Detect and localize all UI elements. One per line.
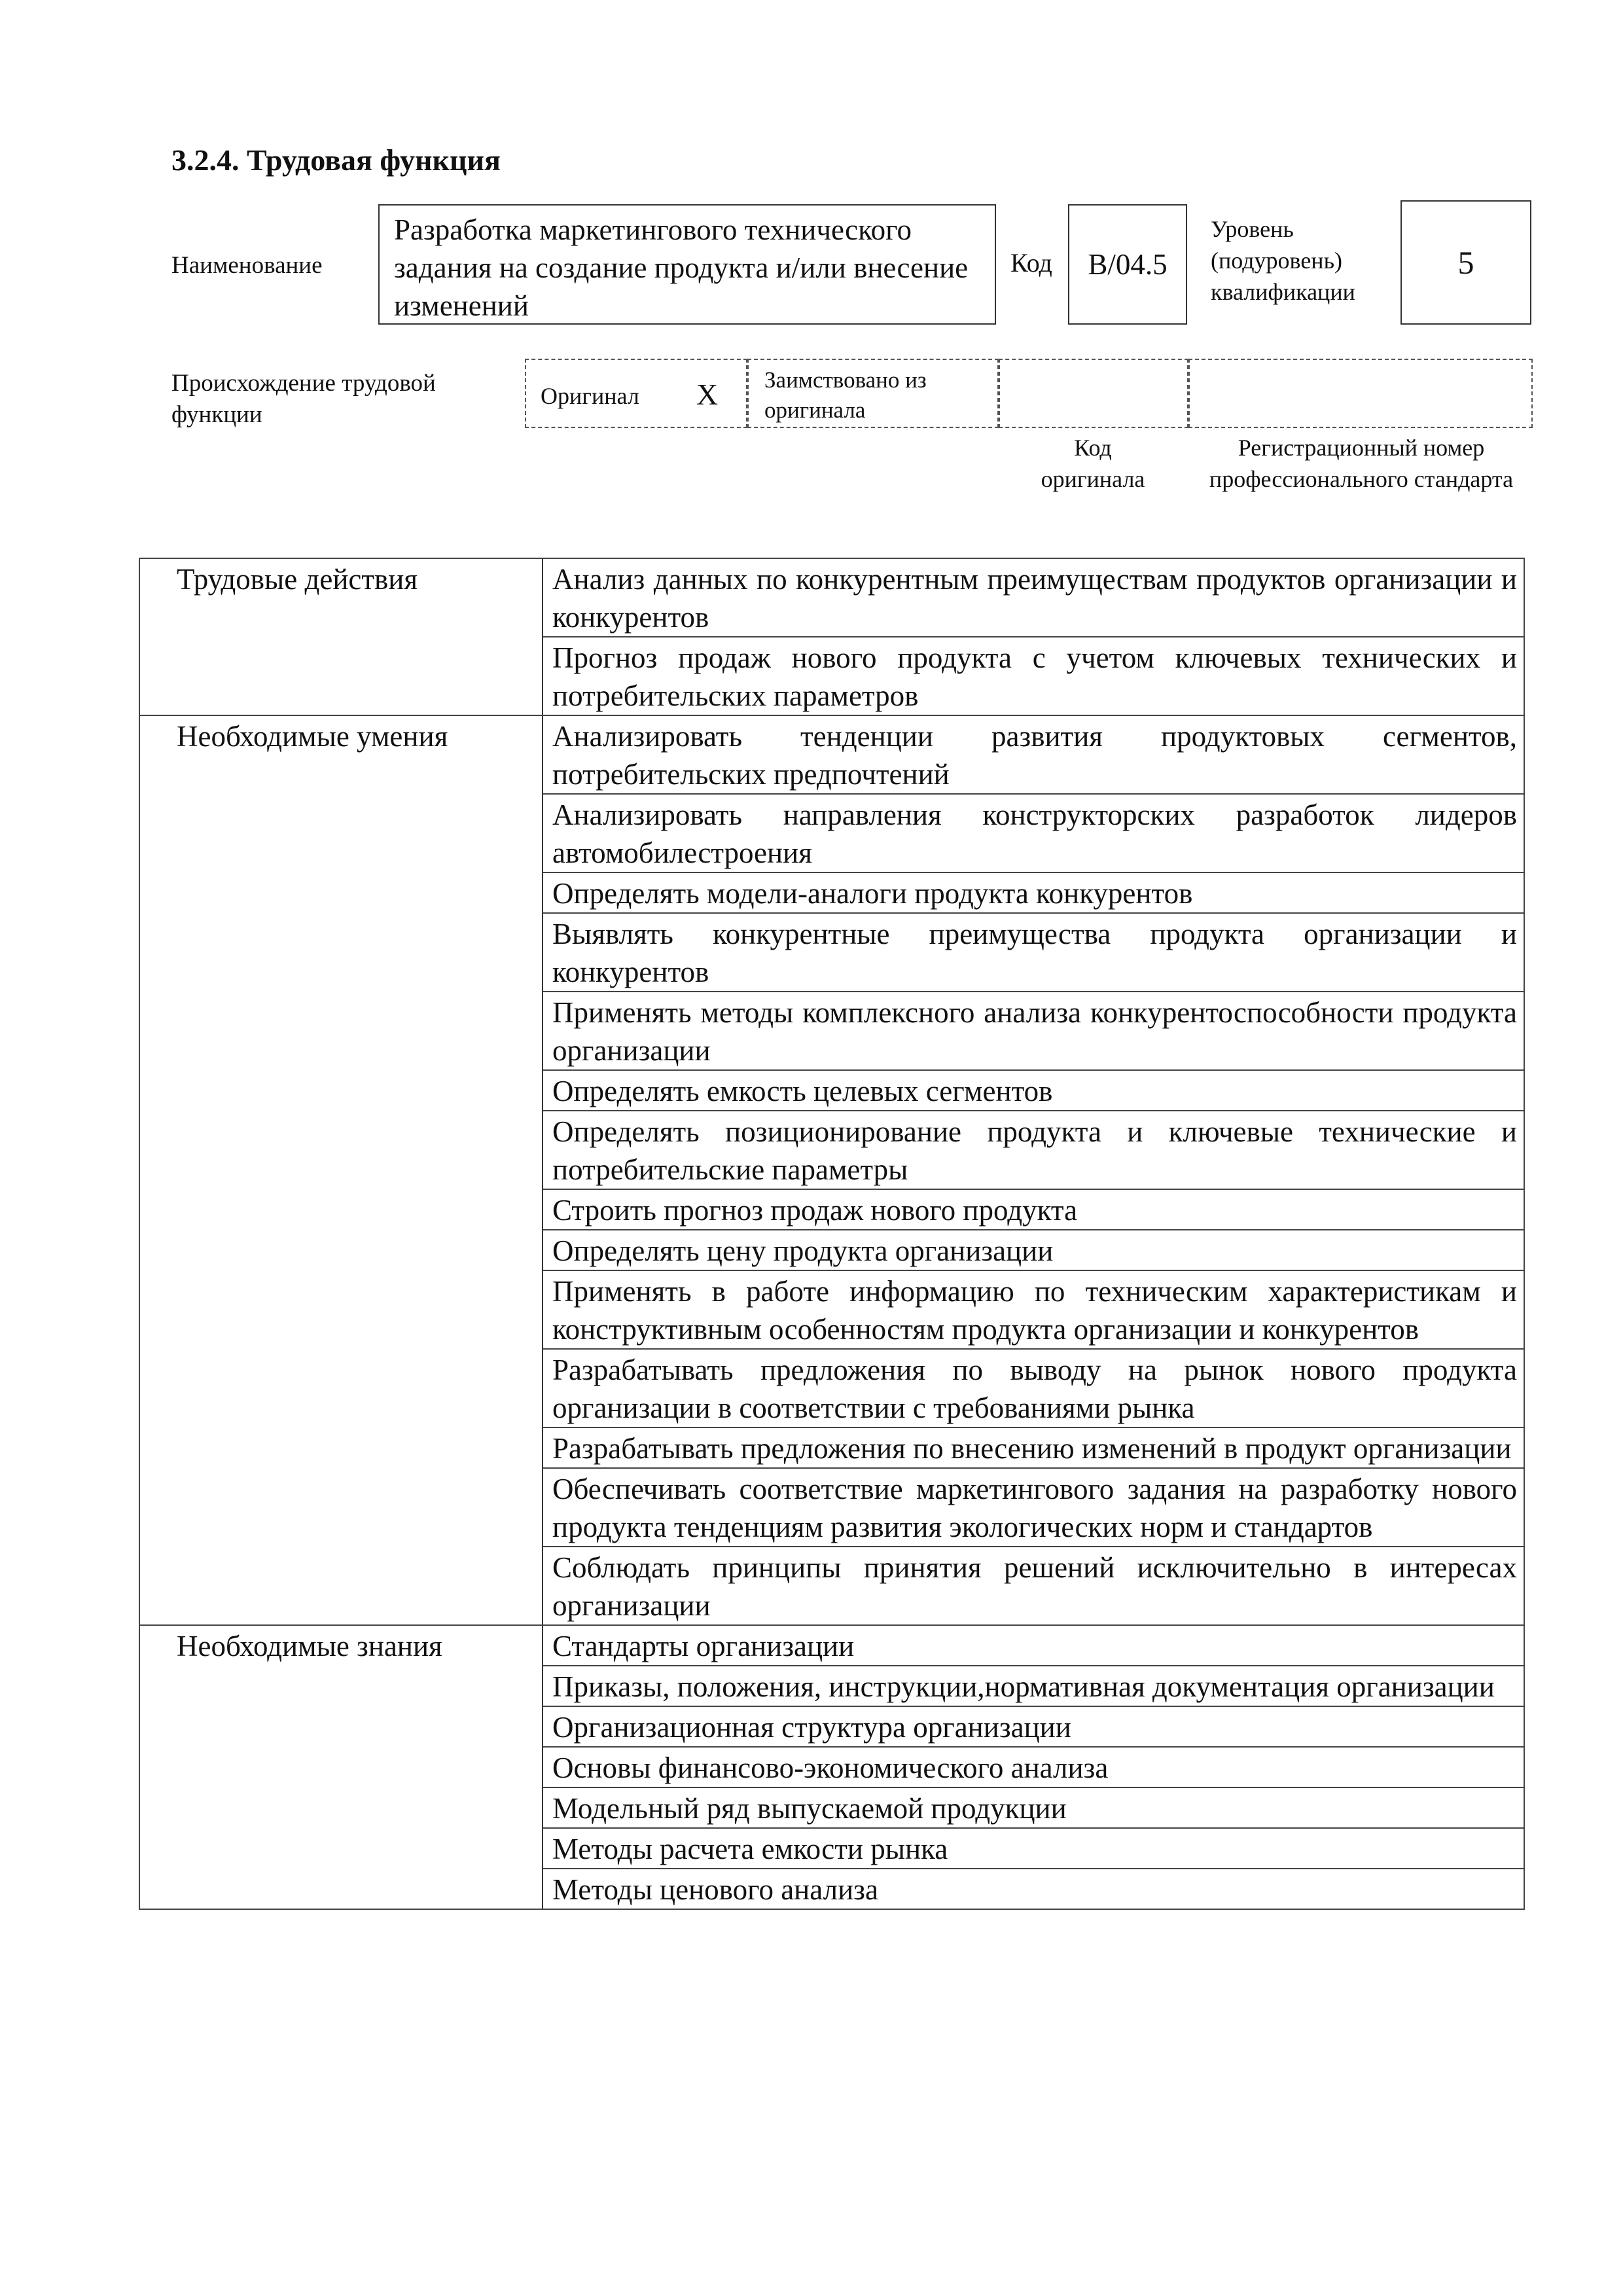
section-item: Разрабатывать предложения по выводу на рынок нового продукта организации в соответствии с требованиями рынка xyxy=(543,1349,1524,1427)
section-item: Разрабатывать предложения по внесению изменений в продукт организации xyxy=(543,1427,1524,1468)
level-value: 5 xyxy=(1400,200,1531,325)
section-item: Основы финансово-экономического анализа xyxy=(543,1747,1524,1787)
section-item: Применять методы комплексного анализа конкурентоспособности продукта организации xyxy=(543,992,1524,1070)
table-row xyxy=(139,1625,1524,1666)
section-item: Определять цену продукта организации xyxy=(543,1230,1524,1270)
section-item: Стандарты организации xyxy=(543,1625,1524,1666)
name-label: Наименование xyxy=(171,252,323,279)
section-item: Строить прогноз продаж нового продукта xyxy=(543,1189,1524,1230)
reg-number-caption: Регистрационный номер профессионального стандарта xyxy=(1209,435,1514,492)
table-row xyxy=(139,558,1524,637)
level-label: Уровень (подуровень) квалификации xyxy=(1211,216,1355,305)
code-label: Код xyxy=(1010,248,1052,278)
section-item: Организационная структура организации xyxy=(543,1706,1524,1747)
borrowed-cell xyxy=(747,359,999,428)
section-item: Анализировать тенденции развития продуктовых сегментов, потребительских предпочтений xyxy=(543,715,1524,794)
original-code-caption: Код оригинала xyxy=(1041,435,1145,492)
section-item: Определять модели-аналоги продукта конкурентов xyxy=(543,872,1524,913)
table-row xyxy=(139,715,1524,794)
section-item: Анализ данных по конкурентным преимуществам продуктов организации и конкурентов xyxy=(543,558,1524,637)
section-item: Методы расчета емкости рынка xyxy=(543,1828,1524,1869)
reg-number-cell xyxy=(1188,359,1533,428)
code-value: B/04.5 xyxy=(1068,204,1187,325)
borrowed-label: Заимствовано из оригинала xyxy=(764,367,927,423)
original-cell xyxy=(525,359,747,428)
section-item: Определять позиционирование продукта и ключевые технические и потребительские параметры xyxy=(543,1111,1524,1189)
section-item: Применять в работе информацию по техническим характеристикам и конструктивным особенностям продукта организации и конкурентов xyxy=(543,1270,1524,1349)
section-item: Соблюдать принципы принятия решений исключительно в интересах организации xyxy=(543,1547,1524,1625)
section-label: Необходимые умения xyxy=(139,715,543,1625)
section-item: Анализировать направления конструкторских разработок лидеров автомобилестроения xyxy=(543,794,1524,872)
function-table xyxy=(139,558,1525,1910)
section-item: Методы ценового анализа xyxy=(543,1869,1524,1909)
section-item: Выявлять конкурентные преимущества продукта организации и конкурентов xyxy=(543,913,1524,992)
original-label: Оригинал xyxy=(541,383,639,409)
section-item: Модельный ряд выпускаемой продукции xyxy=(543,1787,1524,1828)
section-label: Трудовые действия xyxy=(139,558,543,715)
section-item: Обеспечивать соответствие маркетингового задания на разработку нового продукта тенденциям развития экологических норм и стандартов xyxy=(543,1468,1524,1547)
name-value: Разработка маркетингового технического задания на создание продукта и/или внесение изменений xyxy=(378,204,996,325)
section-item: Определять емкость целевых сегментов xyxy=(543,1070,1524,1111)
origin-label: Происхождение трудовой функции xyxy=(171,370,436,428)
section-item: Прогноз продаж нового продукта с учетом ключевых технических и потребительских параметров xyxy=(543,637,1524,715)
section-title: 3.2.4. Трудовая функция xyxy=(171,143,501,177)
original-mark: X xyxy=(696,378,719,411)
original-code-cell xyxy=(999,359,1188,428)
section-item: Приказы, положения, инструкции,нормативная документация организации xyxy=(543,1666,1524,1706)
section-label: Необходимые знания xyxy=(139,1625,543,1909)
